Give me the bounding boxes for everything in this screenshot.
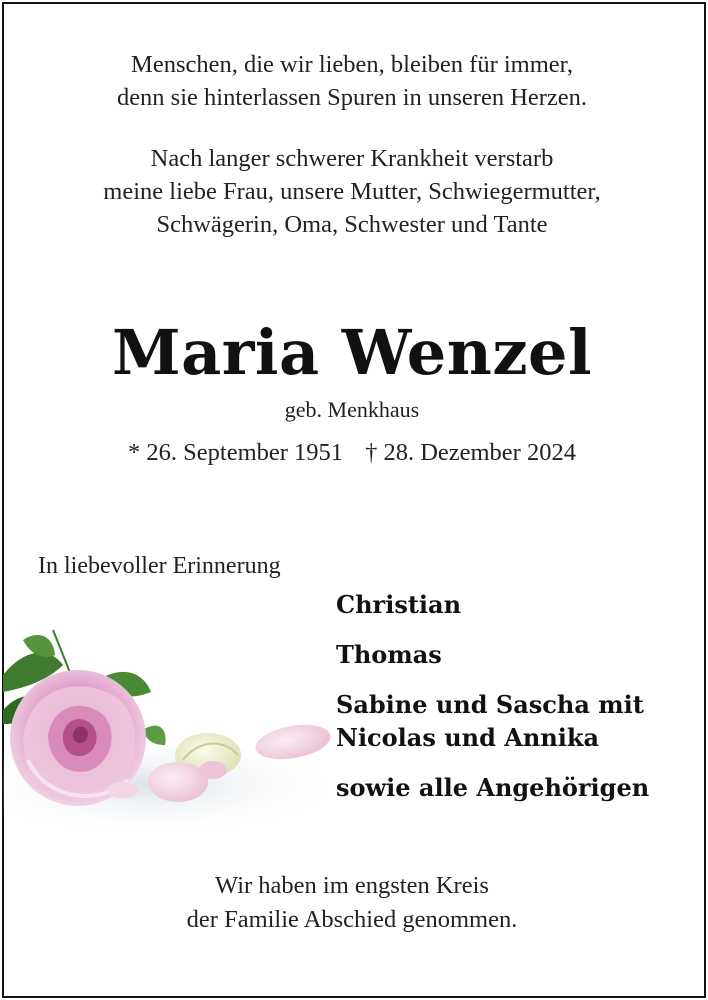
quote-line-2: denn sie hinterlassen Spuren in unseren Herzen. [116, 84, 588, 111]
quote-line-1: Menschen, die wir lieben, bleiben für immer, [131, 51, 573, 78]
mourner-2: Thomas [336, 640, 442, 669]
memory-label: In liebevoller Erinnerung [38, 553, 281, 579]
mourner-1: Christian [336, 590, 462, 619]
mourner-4: Nicolas und Annika [336, 723, 600, 752]
announcement-line-3: Schwägerin, Oma, Schwester und Tante [156, 211, 548, 238]
deceased-name: Maria Wenzel [111, 316, 593, 389]
birth-date: * 26. September 1951 [128, 439, 344, 466]
mourner-3: Sabine und Sascha mit [336, 690, 644, 719]
maiden-name: geb. Menkhaus [284, 397, 420, 422]
mourner-5: sowie alle Angehörigen [336, 773, 650, 802]
pink-rose-icon [3, 620, 343, 840]
memorial-quote [0, 48, 704, 114]
life-dates [0, 436, 704, 470]
death-date: † 28. Dezember 2024 [365, 439, 576, 466]
closing-line-2: der Familie Abschied genommen. [186, 906, 518, 933]
announcement-line-1: Nach langer schwerer Krankheit verstarb [150, 145, 554, 172]
closing-note [0, 869, 704, 937]
death-announcement [0, 142, 704, 241]
mourners-list [336, 588, 649, 804]
announcement-line-2: meine liebe Frau, unsere Mutter, Schwiegermutter, [103, 178, 601, 205]
closing-line-1: Wir haben im engsten Kreis [215, 872, 489, 899]
